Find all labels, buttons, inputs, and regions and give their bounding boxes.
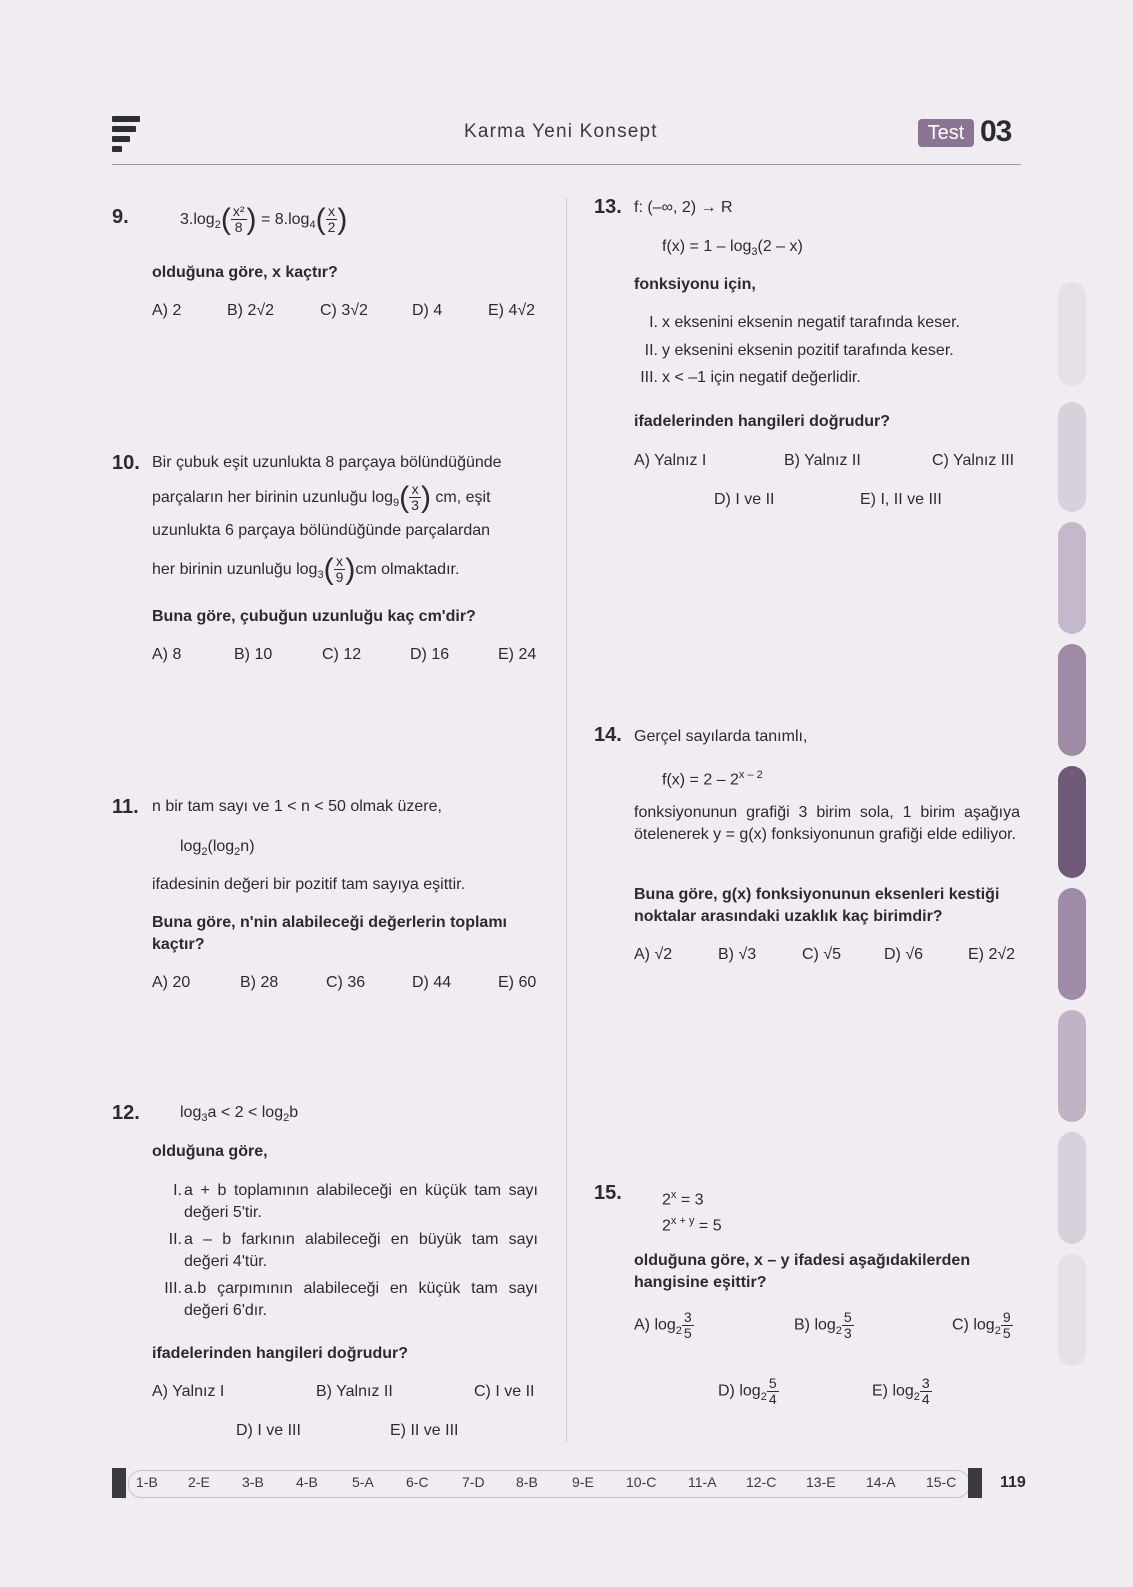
option-e[interactable]: E) 2√2	[968, 946, 1016, 963]
book-title: Karma Yeni Konsept	[464, 121, 658, 142]
statement-number: II.	[168, 1231, 182, 1248]
option-d[interactable]: D) $\log_2$ $\frac{5}{4}$	[718, 1375, 777, 1407]
question-number: 13.	[594, 196, 622, 218]
answer-key-item: 5-A	[352, 1474, 374, 1490]
question-equation: $3.\log_2$( $\frac{\text{x²}}{8}$ ) = $8.\log_4$( $\frac{x}{2}$ )	[180, 202, 348, 236]
answer-key-right-cap	[968, 1468, 982, 1498]
statement-number: I.	[173, 1182, 182, 1199]
column-divider	[566, 198, 567, 1442]
answer-key-item: 13-E	[806, 1474, 836, 1490]
equation-line: $2^{x + y} = 5$	[662, 1215, 722, 1235]
statement-number: III.	[164, 1280, 182, 1297]
question-prompt: olduğuna göre, x kaçtır?	[152, 264, 338, 281]
option-d[interactable]: D) I ve III	[236, 1422, 301, 1439]
option-c[interactable]: C) √5	[802, 946, 842, 963]
answer-key-item: 14-A	[866, 1474, 896, 1490]
question-body: fonksiyonunun grafiği 3 birim sola, 1 birim aşağıya ötelenerek y = g(x) fonksiyonunun grafiği elde ediliyor.	[634, 804, 1020, 843]
answer-key-item: 10-C	[626, 1474, 657, 1490]
option-b[interactable]: B) 2√2	[227, 302, 275, 319]
option-b[interactable]: B) Yalnız II	[784, 452, 861, 469]
question-intro: olduğuna göre,	[152, 1143, 268, 1160]
question-number: 14.	[594, 724, 622, 746]
option-e[interactable]: E) II ve III	[390, 1422, 459, 1439]
answer-key-item: 2-E	[188, 1474, 210, 1490]
statement-number: I.	[649, 314, 658, 331]
question-text-line: Bir çubuk eşit uzunlukta 8 parçaya bölündüğünde	[152, 454, 502, 471]
option-a[interactable]: A) Yalnız I	[152, 1383, 225, 1400]
option-c[interactable]: C) 3√2	[320, 302, 368, 319]
answer-key-item: 9-E	[572, 1474, 594, 1490]
statement-text: a – b farkının alabileceği en büyük tam sayı değeri 4'tür.	[184, 1231, 538, 1270]
answer-key-item: 7-D	[462, 1474, 485, 1490]
option-b[interactable]: B) Yalnız II	[316, 1383, 393, 1400]
question-text-line: parçaların her birinin uzunluğu $\log_9$( $\frac{x}{3}$ ) cm, eşit	[152, 480, 491, 514]
question-text-line: her birinin uzunluğu $\log_3$( $\frac{x}{9}$ )cm olmaktadır.	[152, 552, 460, 586]
statement-number: II.	[644, 342, 658, 359]
option-e[interactable]: E) I, II ve III	[860, 491, 942, 508]
statement-text: a + b toplamının alabileceği en küçük tam sayı değeri 5'tir.	[184, 1182, 538, 1221]
option-e[interactable]: E) $\log_2$ $\frac{3}{4}$	[872, 1375, 930, 1407]
answer-key-item: 15-C	[926, 1474, 957, 1490]
option-d[interactable]: D) √6	[884, 946, 924, 963]
option-a[interactable]: A) 8	[152, 646, 182, 663]
option-c[interactable]: C) I ve II	[474, 1383, 535, 1400]
option-d[interactable]: D) 4	[412, 302, 443, 319]
question-intro: fonksiyonu için,	[634, 276, 756, 293]
question-text-line: uzunlukta 6 parçaya bölündüğünde parçalardan	[152, 522, 491, 539]
question-number: 15.	[594, 1182, 622, 1204]
option-d[interactable]: D) 16	[410, 646, 450, 663]
question-expression: $\log_2(\log_2n)$	[180, 838, 255, 859]
question-prompt: Buna göre, çubuğun uzunluğu kaç cm'dir?	[152, 608, 476, 625]
question-number: 11.	[112, 796, 139, 818]
equation-line: $2^x = 3$	[662, 1189, 704, 1209]
option-c[interactable]: C) Yalnız III	[932, 452, 1015, 469]
question-expression: $\log_3a < 2 < \log_2b$	[180, 1104, 299, 1125]
statement-text: x eksenini eksenin negatif tarafında keser.	[662, 314, 960, 331]
answer-key-item: 3-B	[242, 1474, 264, 1490]
answer-key-item: 11-A	[688, 1474, 717, 1490]
option-b[interactable]: B) √3	[718, 946, 757, 963]
test-number: 03	[980, 115, 1012, 148]
answer-key-left-cap	[112, 1468, 126, 1498]
statement-text: x < –1 için negatif değerlidir.	[662, 369, 861, 386]
question-prompt: ifadelerinden hangileri doğrudur?	[152, 1345, 409, 1362]
option-a[interactable]: A) 2	[152, 302, 182, 319]
answer-key-item: 1-B	[136, 1474, 158, 1490]
answer-key-item: 4-B	[296, 1474, 318, 1490]
option-e[interactable]: E) 60	[498, 974, 537, 991]
question-text-line: f: (–∞, 2) → R	[634, 199, 733, 216]
option-a[interactable]: A) Yalnız I	[634, 452, 707, 469]
option-b[interactable]: B) 10	[234, 646, 273, 663]
option-e[interactable]: E) 24	[498, 646, 537, 663]
question-number: 9.	[112, 206, 129, 228]
question-prompt: Buna göre, g(x) fonksiyonunun eksenleri kestiği noktalar arasındaki uzaklık kaç birimdir?	[634, 886, 1000, 925]
answer-key-item: 6-C	[406, 1474, 429, 1490]
question-number: 12.	[112, 1102, 140, 1124]
option-c[interactable]: C) 12	[322, 646, 362, 663]
statement-text: y eksenini eksenin pozitif tarafında keser.	[662, 342, 954, 359]
test-badge: Test	[918, 119, 974, 147]
statement-number: III.	[640, 369, 658, 386]
question-prompt: Buna göre, n'nin alabileceği değerlerin toplamı kaçtır?	[152, 914, 507, 953]
option-c[interactable]: C) 36	[326, 974, 366, 991]
statement-text: a.b çarpımının alabileceği en küçük tam sayı değeri 6'dır.	[184, 1280, 538, 1319]
option-c[interactable]: C) $\log_2$ $\frac{9}{5}$	[952, 1309, 1011, 1341]
question-expression: $f(x) = 1 - \log_3(2 - x)$	[662, 238, 803, 259]
option-b[interactable]: B) 28	[240, 974, 279, 991]
question-text-line: n bir tam sayı ve 1 < n < 50 olmak üzere,	[152, 798, 442, 815]
question-text-line: Gerçel sayılarda tanımlı,	[634, 728, 808, 745]
option-d[interactable]: D) 44	[412, 974, 452, 991]
option-a[interactable]: A) 20	[152, 974, 191, 991]
option-e[interactable]: E) 4√2	[488, 302, 536, 319]
option-a[interactable]: A) √2	[634, 946, 673, 963]
question-text-line: ifadesinin değeri bir pozitif tam sayıya eşittir.	[152, 876, 466, 893]
question-prompt: ifadelerinden hangileri doğrudur?	[634, 413, 891, 430]
question-number: 10.	[112, 452, 140, 474]
question-prompt: olduğuna göre, x – y ifadesi aşağıdakilerden hangisine eşittir?	[634, 1252, 971, 1291]
option-a[interactable]: A) $\log_2$ $\frac{3}{5}$	[634, 1309, 692, 1341]
header-divider	[112, 164, 1021, 165]
option-b[interactable]: B) $\log_2$ $\frac{5}{3}$	[794, 1309, 852, 1341]
answer-key-item: 8-B	[516, 1474, 538, 1490]
answer-key-item: 12-C	[746, 1474, 777, 1490]
page-number: 119	[1000, 1474, 1026, 1491]
option-d[interactable]: D) I ve II	[714, 491, 775, 508]
question-expression: f(x) = 2 – 2$^{x - 2}$	[662, 769, 763, 789]
